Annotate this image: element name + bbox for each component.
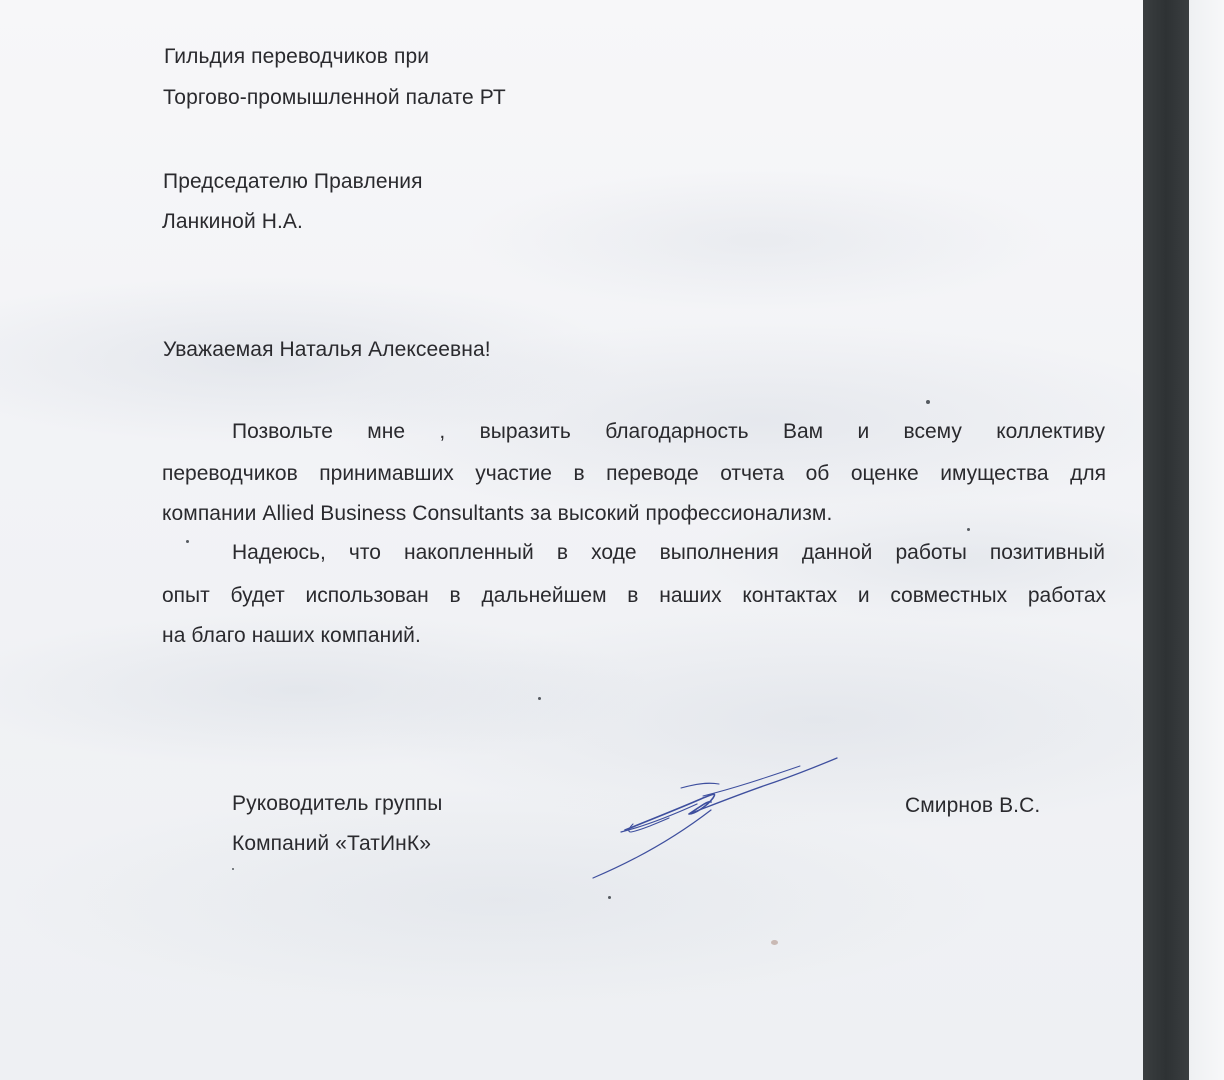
signoff-position-line-1: Руководитель группы	[232, 792, 443, 815]
scan-edge-dark-bar	[1143, 0, 1189, 1080]
handwritten-signature	[585, 748, 850, 883]
recipient-line-2: Ланкиной Н.А.	[162, 210, 303, 233]
paragraph-2-line-2-text: опыт будет использован в дальнейшем в наших контактах и совместных работах	[162, 584, 1106, 607]
sender-line-2: Торгово-промышленной палате РТ	[163, 86, 506, 109]
paragraph-1-line-3: компании Allied Business Consultants за высокий профессионализм.	[162, 502, 833, 525]
signoff-name: Смирнов В.С.	[905, 794, 1041, 817]
paragraph-1-line-2	[162, 462, 1106, 486]
paragraph-1-line-1	[232, 420, 1105, 444]
paragraph-2-line-3: на благо наших компаний.	[162, 624, 421, 647]
paragraph-1-line-1-text: Позвольте мне , выразить благодарность Вам и всему коллективу	[232, 420, 1105, 443]
paragraph-1-line-2-text: переводчиков принимавших участие в переводе отчета об оценке имущества для	[162, 462, 1106, 485]
paragraph-2-line-1	[232, 541, 1105, 565]
signoff-position-line-2: Компаний «ТатИнК»	[232, 832, 431, 855]
scan-speck	[967, 528, 970, 531]
scan-speck	[232, 868, 234, 870]
paragraph-2-line-2	[162, 584, 1106, 608]
scan-speck	[771, 940, 778, 945]
sender-line-1: Гильдия переводчиков при	[164, 45, 430, 68]
salutation: Уважаемая Наталья Алексеевна!	[163, 338, 491, 361]
scan-speck	[926, 400, 930, 404]
paragraph-2-line-1-text: Надеюсь, что накопленный в ходе выполнения данной работы позитивный	[232, 541, 1105, 564]
scan-speck	[608, 896, 611, 899]
scan-speck	[186, 540, 189, 543]
scan-edge-margin	[1189, 0, 1224, 1080]
recipient-line-1: Председателю Правления	[163, 170, 423, 193]
scan-speck	[538, 697, 541, 700]
